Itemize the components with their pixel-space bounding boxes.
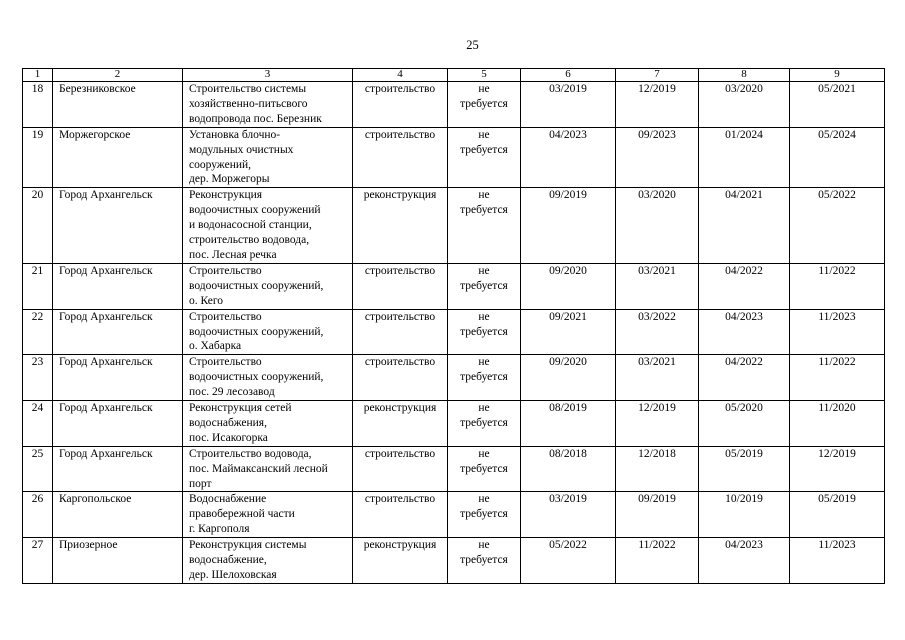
object-cell: Строительство водоочистных сооружений, о. Кего	[183, 263, 353, 309]
date-cell-8: 01/2024	[699, 127, 790, 188]
table-row	[23, 492, 885, 538]
date-cell-6: 03/2019	[521, 492, 616, 538]
expertise-cell: не требуется	[448, 127, 521, 188]
row-number-cell: 23	[23, 355, 53, 401]
date-cell-8: 10/2019	[699, 492, 790, 538]
table-row	[23, 355, 885, 401]
date-cell-8: 05/2019	[699, 446, 790, 492]
municipality-cell: Город Архангельск	[53, 355, 183, 401]
date-cell-8: 05/2020	[699, 401, 790, 447]
date-cell-7: 03/2022	[616, 309, 699, 355]
date-cell-9: 11/2023	[790, 538, 885, 584]
work-type-cell: строительство	[353, 82, 448, 128]
date-cell-6: 08/2019	[521, 401, 616, 447]
date-cell-9: 11/2022	[790, 263, 885, 309]
work-type-cell: строительство	[353, 127, 448, 188]
work-type-cell: реконструкция	[353, 538, 448, 584]
header-cell-2: 2	[53, 69, 183, 82]
municipality-cell: Город Архангельск	[53, 188, 183, 264]
row-number-cell: 27	[23, 538, 53, 584]
header-cell-5: 5	[448, 69, 521, 82]
date-cell-9: 05/2024	[790, 127, 885, 188]
date-cell-6: 08/2018	[521, 446, 616, 492]
expertise-cell: не требуется	[448, 309, 521, 355]
header-cell-7: 7	[616, 69, 699, 82]
date-cell-7: 12/2019	[616, 82, 699, 128]
object-cell: Строительство системы хозяйственно-питьсвого водопровода пос. Березник	[183, 82, 353, 128]
municipality-cell: Березниковское	[53, 82, 183, 128]
table-row	[23, 446, 885, 492]
work-type-cell: строительство	[353, 263, 448, 309]
object-cell: Строительство водоочистных сооружений, пос. 29 лесозавод	[183, 355, 353, 401]
header-cell-4: 4	[353, 69, 448, 82]
expertise-cell: не требуется	[448, 355, 521, 401]
municipality-cell: Город Архангельск	[53, 401, 183, 447]
table-row	[23, 309, 885, 355]
date-cell-6: 09/2019	[521, 188, 616, 264]
expertise-cell: не требуется	[448, 401, 521, 447]
expertise-cell: не требуется	[448, 263, 521, 309]
header-cell-3: 3	[183, 69, 353, 82]
work-type-cell: строительство	[353, 309, 448, 355]
row-number-cell: 24	[23, 401, 53, 447]
row-number-cell: 26	[23, 492, 53, 538]
date-cell-8: 04/2022	[699, 355, 790, 401]
date-cell-9: 05/2021	[790, 82, 885, 128]
row-number-cell: 21	[23, 263, 53, 309]
data-table	[22, 68, 885, 584]
expertise-cell: не требуется	[448, 492, 521, 538]
date-cell-7: 03/2020	[616, 188, 699, 264]
table-row	[23, 263, 885, 309]
date-cell-6: 04/2023	[521, 127, 616, 188]
date-cell-9: 11/2023	[790, 309, 885, 355]
work-type-cell: строительство	[353, 355, 448, 401]
municipality-cell: Приозерное	[53, 538, 183, 584]
municipality-cell: Город Архангельск	[53, 263, 183, 309]
date-cell-8: 03/2020	[699, 82, 790, 128]
date-cell-7: 11/2022	[616, 538, 699, 584]
row-number-cell: 19	[23, 127, 53, 188]
work-type-cell: реконструкция	[353, 401, 448, 447]
date-cell-8: 04/2022	[699, 263, 790, 309]
date-cell-9: 11/2022	[790, 355, 885, 401]
date-cell-7: 12/2019	[616, 401, 699, 447]
page-number: 25	[466, 38, 479, 52]
date-cell-9: 11/2020	[790, 401, 885, 447]
date-cell-7: 09/2019	[616, 492, 699, 538]
object-cell: Установка блочно- модульных очистных сооружений, дер. Моржегоры	[183, 127, 353, 188]
table-row	[23, 127, 885, 188]
date-cell-6: 09/2020	[521, 355, 616, 401]
header-cell-9: 9	[790, 69, 885, 82]
date-cell-8: 04/2023	[699, 538, 790, 584]
row-number-cell: 22	[23, 309, 53, 355]
date-cell-6: 05/2022	[521, 538, 616, 584]
expertise-cell: не требуется	[448, 82, 521, 128]
table-row	[23, 401, 885, 447]
object-cell: Реконструкция сетей водоснабжения, пос. Исакогорка	[183, 401, 353, 447]
date-cell-9: 05/2022	[790, 188, 885, 264]
expertise-cell: не требуется	[448, 538, 521, 584]
expertise-cell: не требуется	[448, 446, 521, 492]
municipality-cell: Город Архангельск	[53, 309, 183, 355]
object-cell: Строительство водовода, пос. Маймаксанский лесной порт	[183, 446, 353, 492]
object-cell: Реконструкция системы водоснабжение, дер. Шелоховская	[183, 538, 353, 584]
date-cell-7: 12/2018	[616, 446, 699, 492]
municipality-cell: Каргопольское	[53, 492, 183, 538]
row-number-cell: 18	[23, 82, 53, 128]
municipality-cell: Моржегорское	[53, 127, 183, 188]
table-row	[23, 538, 885, 584]
date-cell-7: 03/2021	[616, 355, 699, 401]
date-cell-6: 09/2021	[521, 309, 616, 355]
date-cell-6: 09/2020	[521, 263, 616, 309]
table-row	[23, 188, 885, 264]
work-type-cell: строительство	[353, 492, 448, 538]
date-cell-8: 04/2021	[699, 188, 790, 264]
date-cell-9: 05/2019	[790, 492, 885, 538]
row-number-cell: 20	[23, 188, 53, 264]
table-header-row	[23, 69, 885, 82]
expertise-cell: не требуется	[448, 188, 521, 264]
date-cell-7: 09/2023	[616, 127, 699, 188]
work-type-cell: реконструкция	[353, 188, 448, 264]
header-cell-8: 8	[699, 69, 790, 82]
date-cell-6: 03/2019	[521, 82, 616, 128]
header-cell-6: 6	[521, 69, 616, 82]
object-cell: Реконструкция водоочистных сооружений и водонасосной станции, строительство водовода, пос. Лесная речка	[183, 188, 353, 264]
object-cell: Водоснабжение правобережной части г. Каргополя	[183, 492, 353, 538]
date-cell-8: 04/2023	[699, 309, 790, 355]
object-cell: Строительство водоочистных сооружений, о. Хабарка	[183, 309, 353, 355]
row-number-cell: 25	[23, 446, 53, 492]
work-type-cell: строительство	[353, 446, 448, 492]
municipality-cell: Город Архангельск	[53, 446, 183, 492]
date-cell-9: 12/2019	[790, 446, 885, 492]
header-cell-1: 1	[23, 69, 53, 82]
table-row	[23, 82, 885, 128]
date-cell-7: 03/2021	[616, 263, 699, 309]
